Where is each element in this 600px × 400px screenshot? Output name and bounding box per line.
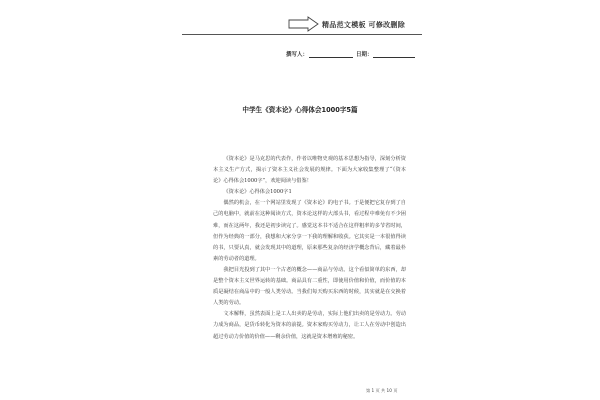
paragraph-body: 偶然的机会，在一个网站里发现了《资本论》的电子书。于是便把它复存到了自己的电脑中，就前在这种阅读方式，资本论这样的大部头书，看过程中难免有不少困难，而在这两年，我还是初步读完了。感觉这本书不适合在这样粗率的多节省时间，但作为经典的一部分，我想和大家分享一下我的理解和收获。它其实是一本很值得读的书，只要认真，就会发现其中的道理，原来那些复杂的经济学概念背后，藏着最朴素的劳动者的道理。 (213, 200, 406, 262)
paragraph-intro: 《资本论》是马克思的代表作，作者以唯物史观的基本思想为指导，深刻分析资本主义生产方式，揭示了资本主义社会发展的规律。下面为大家收集整理了“《资本论》心得体会1000字”，欢迎阅读与借鉴！ (213, 156, 406, 185)
date-blank (373, 57, 415, 58)
writer-label: 撰写人： (286, 52, 309, 58)
date-label: 日期： (355, 52, 373, 58)
header-label: 精品范文模板 可修改删除 (322, 21, 406, 29)
writer-date-line (286, 50, 416, 58)
page-number: 第 1 页 共 10 页 (366, 388, 398, 393)
arrow-right-icon (288, 16, 320, 32)
writer-blank (309, 57, 353, 58)
paragraph-body: 我把目光投到了其中一个古老的概念——商品与劳动。这个看似简单的东西，却是整个资本主义世界运转的基础。商品具有二重性，即使用价值和价值，而价值的本质是凝结在商品中的一般人类劳动。当我们每天购买东西的时候，其实就是在交换着人类的劳动。 (213, 266, 406, 307)
paragraph-body: 文本解释，虽然表面上是工人出卖的是劳动，实际上他们出卖的是劳动力。劳动力成为商品，是货币转化为资本的前提。资本家购买劳动力，让工人在劳动中创造出超过劳动力价值的价值——剩余价值，这就是资本增殖的秘密。 (213, 311, 406, 340)
paragraph-subtitle: 《资本论》心得体会1000字1 (223, 189, 292, 196)
header-rule (182, 34, 422, 35)
document-title: 中学生《资本论》心得体会1000字5篇 (242, 106, 358, 114)
document-body (213, 154, 406, 343)
